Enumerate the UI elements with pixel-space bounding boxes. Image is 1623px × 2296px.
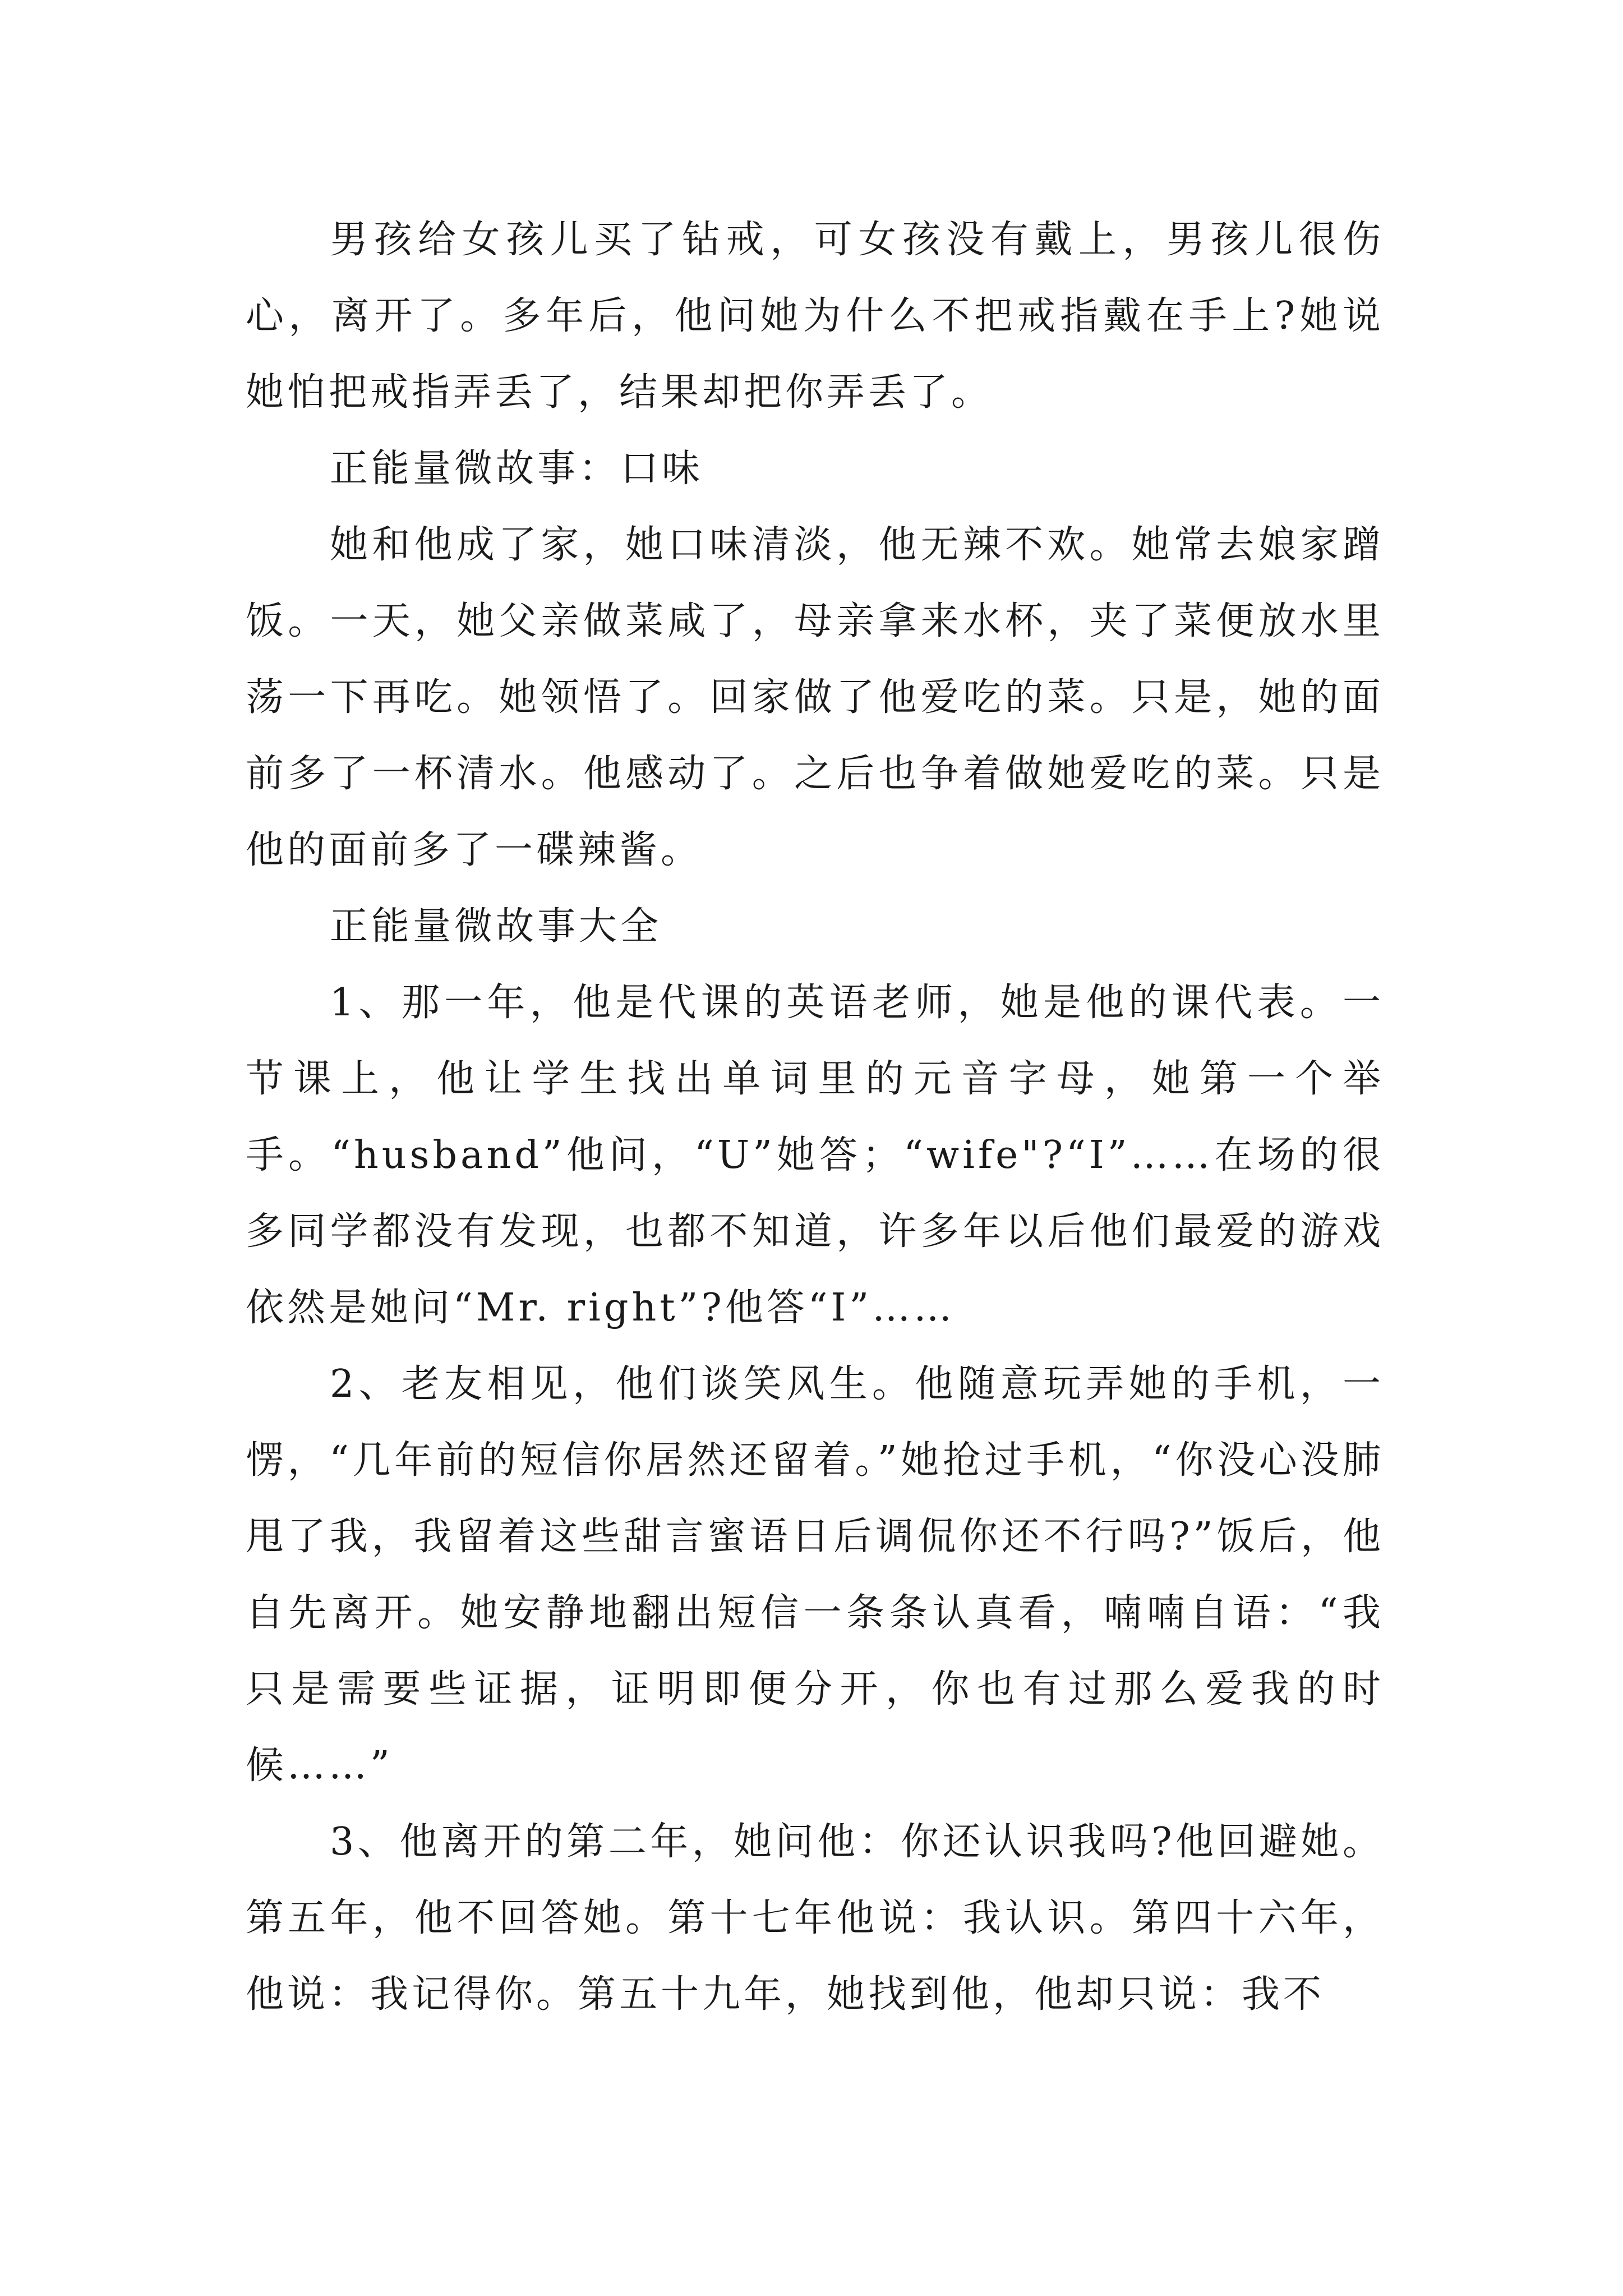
paragraph-story-1: 1、那一年，他是代课的英语老师，她是他的课代表。一节课上，他让学生找出单词里的元音字母，她第一个举手。“husband”他问，“U”她答；“wife"?“I”……在场的很多同学都没有发现，也都不知道，许多年以后他们最爱的游戏依然是她问“Mr. right”?他答“I”……: [246, 981, 1384, 1330]
heading-collection: 正能量微故事大全: [330, 904, 662, 949]
paragraph-story-2: 2、老友相见，他们谈笑风生。他随意玩弄她的手机，一愣，“几年前的短信你居然还留着。”她抢过手机，“你没心没肺甩了我，我留着这些甜言蜜语日后调侃你还不行吗?”饭后，他自先离开。她安静地翻出短信一条条认真看，喃喃自语：“我只是需要些证据，证明即便分开，你也有过那么爱我的时候……”: [246, 1362, 1384, 1788]
document-body: [246, 202, 1384, 2033]
heading-taste: 正能量微故事：口味: [330, 447, 704, 491]
paragraph-taste: 她和他成了家，她口味清淡，他无辣不欢。她常去娘家蹭饭。一天，她父亲做菜咸了，母亲拿来水杯，夹了菜便放水里荡一下再吃。她领悟了。回家做了他爱吃的菜。只是，她的面前多了一杯清水。他感动了。之后也争着做她爱吃的菜。只是他的面前多了一碟辣酱。: [246, 523, 1384, 872]
paragraph-story-3: 3、他离开的第二年，她问他：你还认识我吗?他回避她。第五年，他不回答她。第十七年他说：我认识。第四十六年，他说：我记得你。第五十九年，她找到他，他却只说：我不: [246, 1820, 1384, 2017]
paragraph-diamond-ring: 男孩给女孩儿买了钻戒，可女孩没有戴上，男孩儿很伤心，离开了。多年后，他问她为什么不把戒指戴在手上?她说她怕把戒指弄丢了，结果却把你弄丢了。: [246, 218, 1384, 415]
